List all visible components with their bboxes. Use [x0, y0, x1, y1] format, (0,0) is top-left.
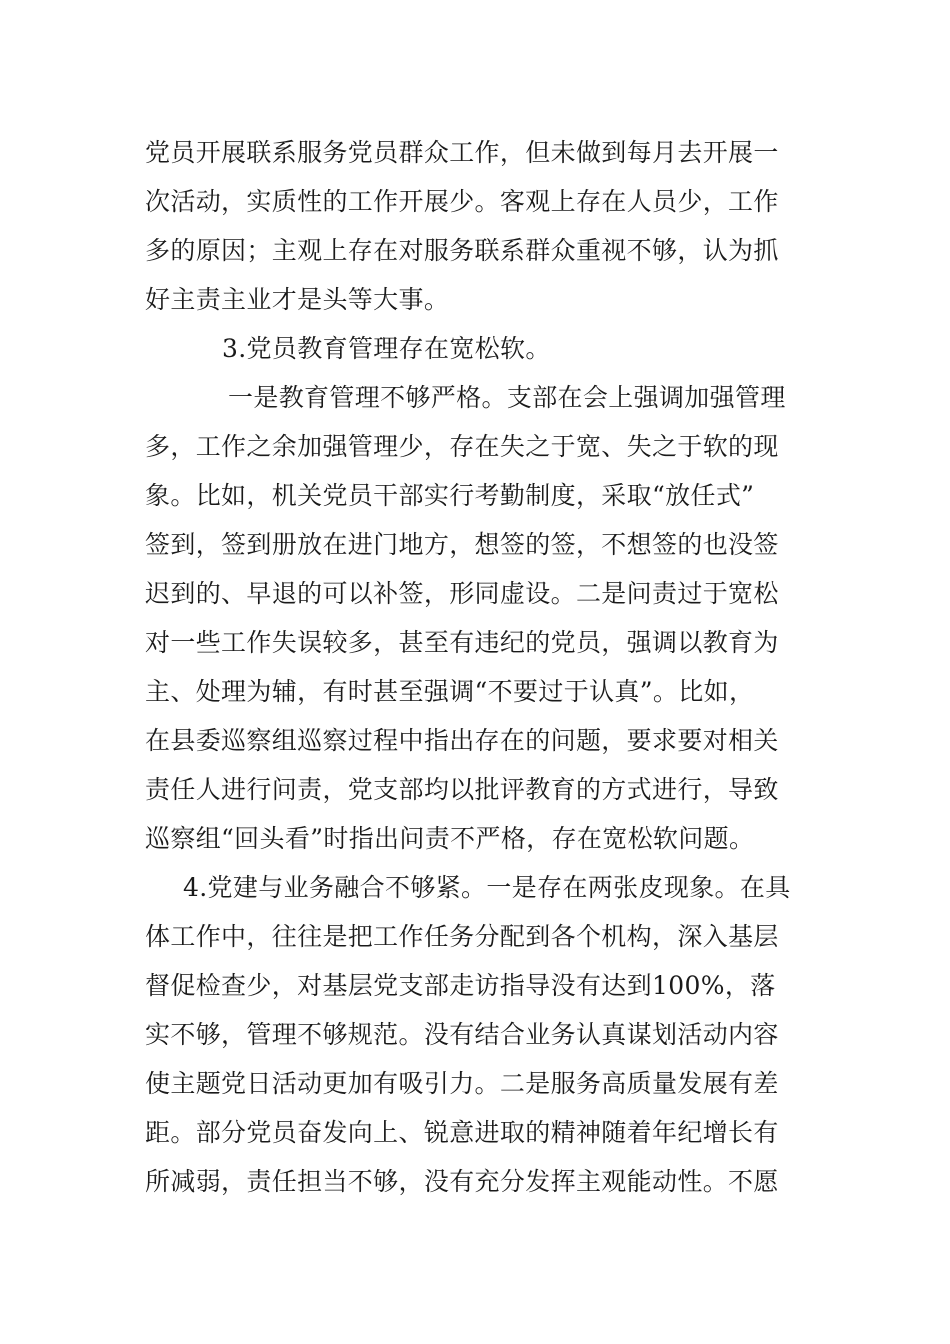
text-line-6: 一是教育管理不够严格。支部在会上强调加强管理 — [228, 383, 786, 412]
text-line-2: 次活动，实质性的工作开展少。客观上存在人员少，工作 — [145, 187, 779, 216]
text-line-20: 使主题党日活动更加有吸引力。二是服务高质量发展有差 — [145, 1069, 779, 1098]
text-line-18: 督促检查少，对基层党支部走访指导没有达到100%，落 — [145, 971, 776, 1000]
text-line-12: 主、处理为辅，有时甚至强调“不要过于认真”。比如， — [145, 677, 755, 706]
text-line-7: 多，工作之余加强管理少，存在失之于宽、失之于软的现 — [145, 432, 779, 461]
text-line-9: 签到，签到册放在进门地方，想签的签，不想签的也没签 — [145, 530, 779, 559]
text-line-22: 所减弱，责任担当不够，没有充分发挥主观能动性。不愿 — [145, 1167, 779, 1196]
text-line-17: 体工作中，往往是把工作任务分配到各个机构，深入基层 — [145, 922, 779, 951]
text-line-1: 党员开展联系服务党员群众工作，但未做到每月去开展一 — [145, 138, 779, 167]
text-line-8: 象。比如，机关党员干部实行考勤制度，采取“放任式” — [145, 481, 755, 510]
text-line-15: 巡察组“回头看”时指出问责不严格，存在宽松软问题。 — [145, 824, 755, 853]
text-line-13: 在县委巡察组巡察过程中指出存在的问题，要求要对相关 — [145, 726, 779, 755]
section-heading-3: 3.党员教育管理存在宽松软。 — [222, 334, 551, 363]
text-line-14: 责任人进行问责，党支部均以批评教育的方式进行，导致 — [145, 775, 779, 804]
text-line-11: 对一些工作失误较多，甚至有违纪的党员，强调以教育为 — [145, 628, 779, 657]
text-line-21: 距。部分党员奋发向上、锐意进取的精神随着年纪增长有 — [145, 1118, 779, 1147]
section-heading-4: 4.党建与业务融合不够紧。一是存在两张皮现象。在具 — [183, 873, 791, 902]
text-line-3: 多的原因；主观上存在对服务联系群众重视不够，认为抓 — [145, 236, 779, 265]
text-line-10: 迟到的、早退的可以补签，形同虚设。二是问责过于宽松 — [145, 579, 779, 608]
text-line-19: 实不够，管理不够规范。没有结合业务认真谋划活动内容 — [145, 1020, 779, 1049]
text-line-4: 好主责主业才是头等大事。 — [145, 285, 450, 314]
